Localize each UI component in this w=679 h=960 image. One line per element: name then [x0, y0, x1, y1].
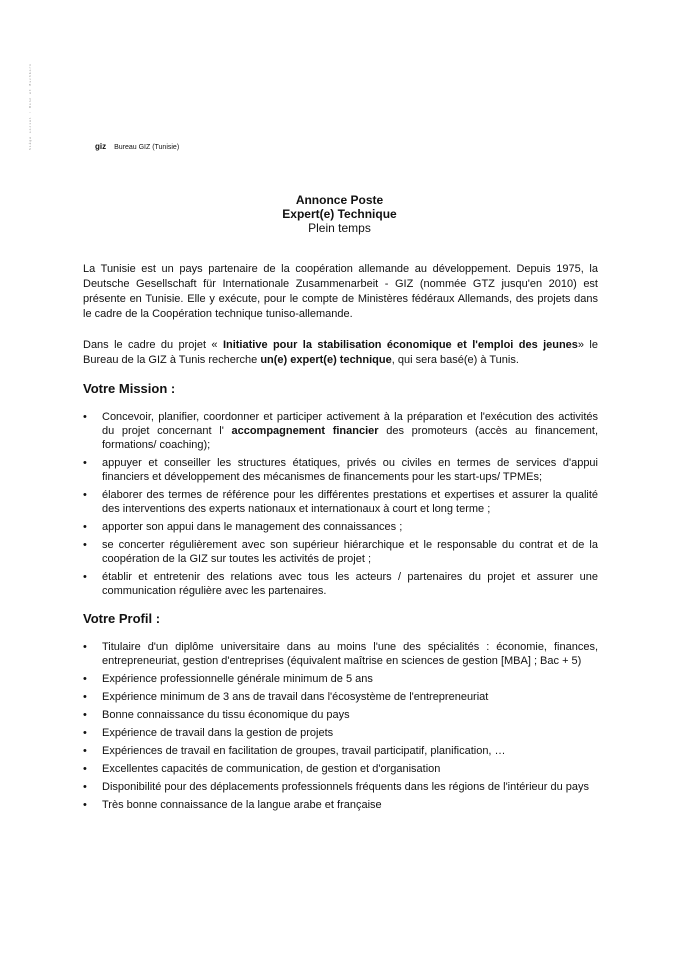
profile-text: Expérience professionnelle générale minimum de 5 ans	[102, 673, 373, 685]
mission-list	[83, 410, 598, 602]
list-item	[83, 488, 598, 516]
bullet-icon: •	[83, 489, 87, 501]
giz-logo: giz	[95, 142, 107, 151]
list-item	[83, 640, 598, 668]
profile-text: Titulaire d'un diplôme universitaire dans au moins l'une des spécialités : économie, finances, entrepreneuriat, gestion d'entreprises (équivalent maîtrise en sciences de gestion [MBA] ; Bac + 5)	[102, 641, 598, 667]
list-item	[83, 744, 598, 758]
mission-text: des promoteurs (accès au financement, formations/ coaching);	[102, 425, 598, 451]
intro-p2-text-b: » le Bureau de la GIZ à Tunis recherche	[83, 339, 598, 366]
profile-text: Expérience minimum de 3 ans de travail dans l'écosystème de l'entrepreneuriat	[102, 691, 489, 703]
list-item	[83, 672, 598, 686]
side-imprint-text: Siège social : Bonn et Eschborn	[28, 63, 32, 150]
profile-heading: Votre Profil :	[83, 611, 161, 626]
announcement-title	[0, 193, 679, 235]
bullet-icon: •	[83, 709, 87, 721]
mission-text: appuyer et conseiller les structures étatiques, privés ou civiles en termes de services d'appui financiers et développement des mécanismes de financements pour les start-ups/ TPMEs;	[102, 457, 598, 483]
list-item	[83, 762, 598, 776]
profile-text: Excellentes capacités de communication, de gestion et d'organisation	[102, 763, 441, 775]
title-line-3: Plein temps	[308, 221, 371, 235]
bullet-icon: •	[83, 691, 87, 703]
list-item	[83, 708, 598, 722]
page-header	[95, 142, 179, 151]
profile-text: Disponibilité pour des déplacements professionnels fréquents dans les régions de l'intérieur du pays	[102, 781, 589, 793]
intro-p2-text-c: , qui sera basé(e) à Tunis.	[391, 354, 519, 366]
profile-text: Expériences de travail en facilitation de groupes, travail participatif, planification, …	[102, 745, 506, 757]
bullet-icon: •	[83, 781, 87, 793]
profile-text: Bonne connaissance du tissu économique du pays	[102, 709, 350, 721]
intro-paragraph-1: La Tunisie est un pays partenaire de la coopération allemande au développement. Depuis 1975, la Deutsche Gesellschaft für Internationale Zusammenarbeit - GIZ (nommée GTZ jusqu'en 2010) est présente en Tunisie. Elle y exécute, pour le compte de Ministères fédéraux Allemands, des projets dans le cadre de la Coopération technique tuniso-allemande.	[83, 263, 598, 320]
profile-text: Très bonne connaissance de la langue arabe et française	[102, 799, 382, 811]
bullet-icon: •	[83, 411, 87, 423]
list-item	[83, 570, 598, 598]
bullet-icon: •	[83, 763, 87, 775]
intro-paragraph-2	[83, 338, 598, 368]
bullet-icon: •	[83, 745, 87, 757]
list-item	[83, 780, 598, 794]
list-item	[83, 726, 598, 740]
office-name: Bureau GIZ (Tunisie)	[114, 144, 180, 151]
list-item	[83, 456, 598, 484]
mission-text: apporter son appui dans le management des connaissances ;	[102, 521, 403, 533]
bullet-icon: •	[83, 673, 87, 685]
project-name: Initiative pour la stabilisation économique et l'emploi des jeunes	[222, 339, 578, 351]
bullet-icon: •	[83, 457, 87, 469]
bullet-icon: •	[83, 521, 87, 533]
mission-text: Concevoir, planifier, coordonner et participer activement à la préparation et l'exécution des activités du projet concernant l'	[102, 411, 598, 437]
bullet-icon: •	[83, 539, 87, 551]
intro-p2-text-a: Dans le cadre du projet «	[83, 339, 223, 351]
list-item	[83, 798, 598, 812]
mission-heading: Votre Mission :	[83, 381, 176, 396]
list-item	[83, 538, 598, 566]
mission-text: élaborer des termes de référence pour les différentes prestations et expertises et assurer la qualité des interventions des experts nationaux et internationaux à court et long terme ;	[102, 489, 598, 515]
list-item	[83, 690, 598, 704]
title-line-1: Annonce Poste	[295, 193, 384, 207]
bullet-icon: •	[83, 641, 87, 653]
mission-emphasis: accompagnement financier	[231, 425, 379, 437]
mission-text: établir et entretenir des relations avec tous les acteurs / partenaires du projet et assurer une communication régulière avec les partenaires.	[102, 571, 598, 597]
bullet-icon: •	[83, 727, 87, 739]
profile-text: Expérience de travail dans la gestion de projets	[102, 727, 334, 739]
role-name: un(e) expert(e) technique	[260, 354, 392, 366]
list-item	[83, 520, 598, 534]
mission-text: se concerter régulièrement avec son supérieur hiérarchique et le responsable du contrat et de la coopération de la GIZ sur toutes les activités de projet ;	[102, 539, 598, 565]
bullet-icon: •	[83, 799, 87, 811]
title-line-2: Expert(e) Technique	[282, 207, 397, 221]
profile-list	[83, 640, 598, 816]
bullet-icon: •	[83, 571, 87, 583]
list-item	[83, 410, 598, 452]
